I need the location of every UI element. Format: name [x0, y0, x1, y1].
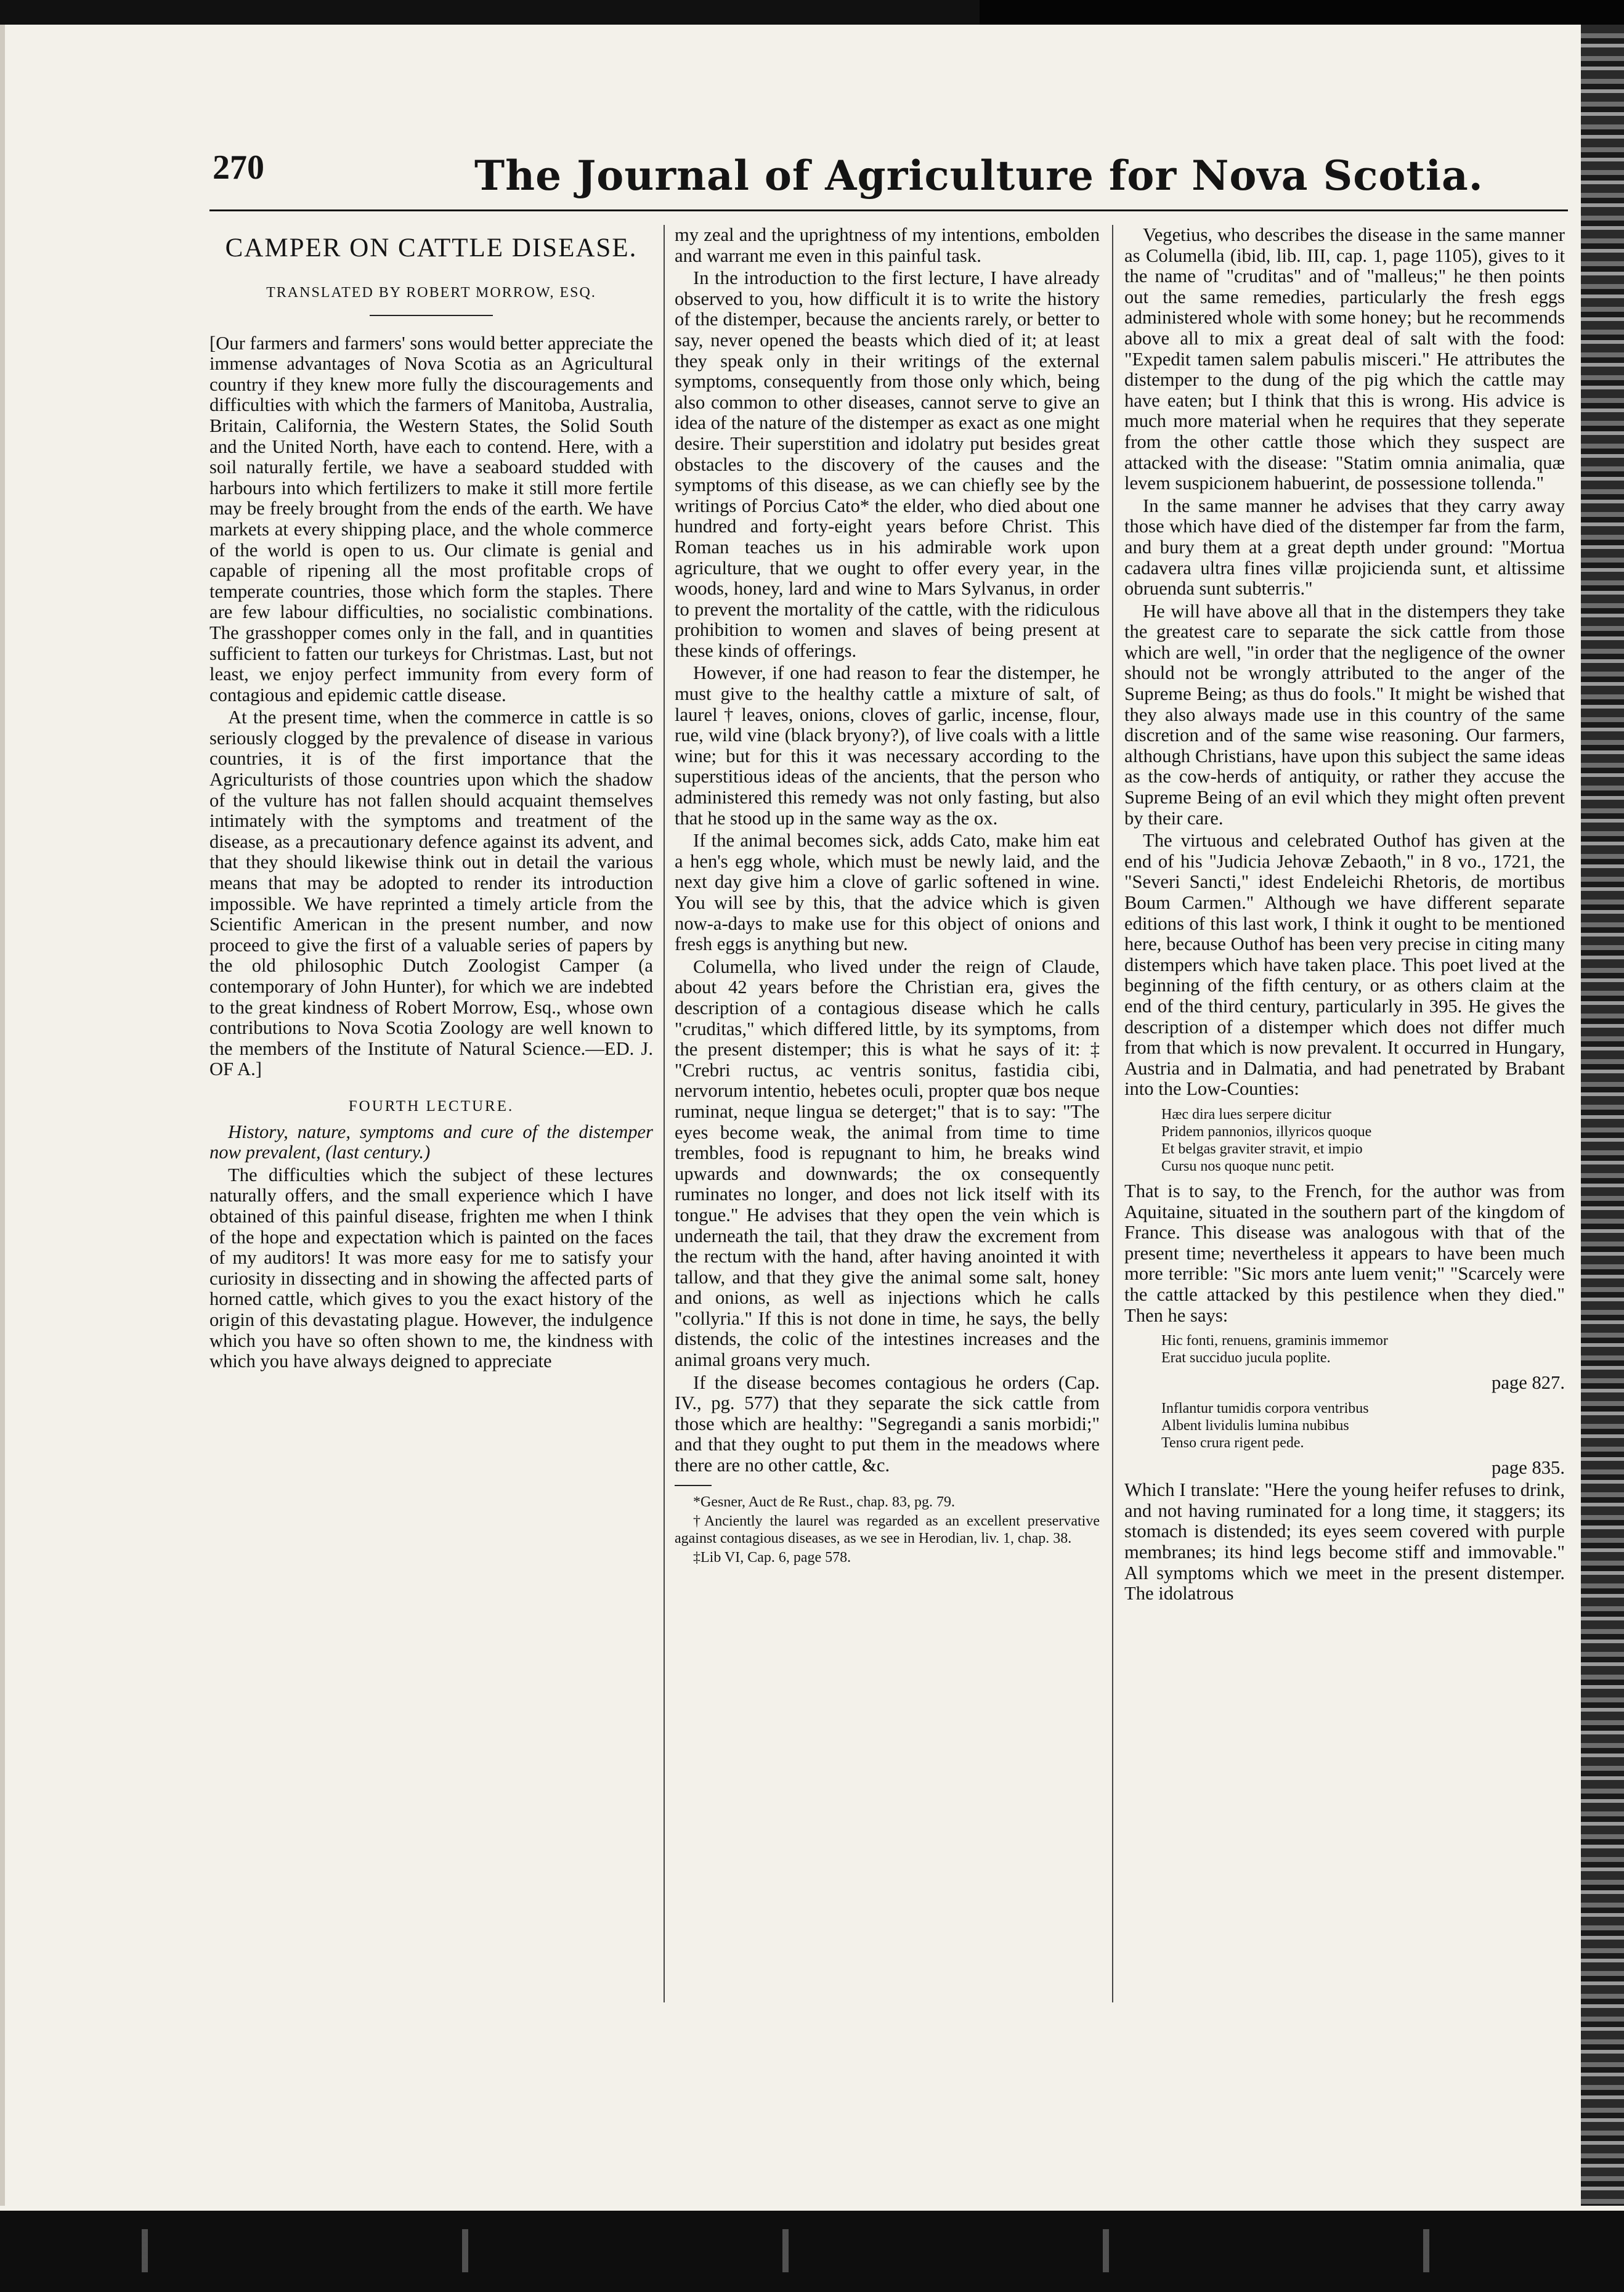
verse-line: Albent lividulis lumina nubibus: [1161, 1417, 1349, 1434]
article-byline: TRANSLATED BY ROBERT MORROW, ESQ.: [266, 285, 596, 301]
running-header: [213, 148, 1562, 216]
body-paragraph: Which I translate: "Here the young heifer refuses to drink, and not having ruminated for a long time, it staggers; its stomach is distended; its eyes seem covered with purple membranes; its hind legs become stiff and immovable." All symptoms which we meet in the present distemper. The idolatrous: [1124, 1479, 1565, 1604]
body-paragraph: my zeal and the uprightness of my intentions, embolden and warrant me even in this painful task.: [675, 224, 1100, 266]
column-divider: [664, 225, 665, 2002]
body-paragraph: If the animal becomes sick, adds Cato, make him eat a hen's egg whole, which must be newly laid, and the next day give him a clove of garlic softened in wine. You will see by this, that the advice which is given now-a-days to make use for this object of onions and fresh eggs is anything but new.: [675, 830, 1100, 955]
verse-line: Et belgas graviter stravit, et impio: [1161, 1140, 1363, 1157]
verse-line: Tenso crura rigent pede.: [1161, 1434, 1304, 1451]
title-rule: [370, 315, 493, 316]
footnote: ‡Lib VI, Cap. 6, page 578.: [693, 1549, 851, 1566]
verse-line: Cursu nos quoque nunc petit.: [1161, 1158, 1334, 1174]
verse-line: Hic fonti, renuens, graminis immemor: [1161, 1333, 1388, 1349]
latin-verse: [1161, 1106, 1565, 1175]
page-reference: page 827.: [1492, 1372, 1565, 1394]
journal-title: The Journal of Agriculture for Nova Scotia.: [474, 152, 1484, 200]
verse-line: Erat succiduo jucula poplite.: [1161, 1350, 1331, 1367]
body-paragraph: Vegetius, who describes the disease in the same manner as Columella (ibid, lib. III, cap. 1, page 1105), gives to it the name of "cruditas" and of "malleus;" he then points out the same remedies, particularly the fresh eggs administered whole with some honey; but he recommends above all to mix a great deal of salt with the food: "Expedit tamen salem pabulis misceri." He attributes the distemper to the dung of the pig which the cattle may have eaten; but I think that this is wrong. His advice is much more material when he requires that they seperate from the other cattle those which they suspect are attacked with the disease: "Statim omnia animalia, quæ levem suspicionem habuerint, de possessione tollenda.": [1124, 224, 1565, 494]
article-title: CAMPER ON CATTLE DISEASE.: [225, 234, 638, 262]
body-paragraph: If the disease becomes contagious he orders (Cap. IV., pg. 577) that they separate the sick cattle from those which are healthy: "Segregandi a sanis morbidi;" and that they ought to put them in the meadows where there are no other cattle, &c.: [675, 1372, 1100, 1476]
body-paragraph: In the same manner he advises that they carry away those which have died of the distemper far from the farm, and bury them at a great depth under ground: "Mortua cadavera ultra fines villæ projicienda sunt, et altissime obruenda sunt subterris.": [1124, 495, 1565, 599]
body-paragraph: He will have above all that in the distempers they take the greatest care to separate the sick cattle from those which are well, "in order that the negligence of the owner should not be wrongly attributed to the anger of the Supreme Being; as thus do fools." It might be wished that they also always made use in this country of the same discretion and of the same wise reasoning. Our farmers, although Christians, have upon this subject the same ideas as the cow-herds of antiquity, or rather they accuse the Supreme Being of an evil which they might often prevent by their care.: [1124, 600, 1565, 829]
lecture-heading: FOURTH LECTURE.: [348, 1097, 514, 1115]
column-divider: [1112, 225, 1113, 2002]
page-number: 270: [213, 148, 264, 187]
column-2: [675, 225, 1100, 1568]
column-1: [209, 225, 653, 1374]
header-rule: [209, 209, 1568, 211]
body-paragraph: The difficulties which the subject of these lectures naturally offers, and the small experience which I have obtained of this painful disease, frighten me when I think of the hope and expectation which is painted on the faces of my auditors! It was more easy for me to satisfy your curiosity in dissecting and in showing the affected parts of horned cattle, which gives to you the exact history of the origin of this devastating plague. However, the indulgence which you have so often shown to me, the kindness with which you have always deigned to appreciate: [209, 1164, 653, 1372]
page-reference: page 835.: [1492, 1457, 1565, 1478]
body-paragraph: Columella, who lived under the reign of Claude, about 42 years before the Christian era, gives the description of a contagious disease which he calls "cruditas," which differed little, by its symptoms, from the present distemper; this is what he says of it: ‡ "Crebri ructus, ac ventris sonitus, fastidia cibi, nervorum intentio, hebetes oculi, propter quæ bos neque ruminat, neque lingua se deterget;" that is to say: "The eyes become weak, the animal from time to time trembles, food is repugnant to him, he breaks wind upwards and downwards; the ox consequently ruminates no longer, and does not lick itself with its tongue." He advises that they open the vein which is underneath the tail, that they draw the excrement from the rectum with the hand, after having anointed it with tallow, and that they give the animal some salt, honey and onions, as well as injections which he calls "collyria." If this is not done in time, he says, the belly distends, the colic of the intestines increases and the animal groans very much.: [675, 956, 1100, 1371]
latin-verse: [1161, 1332, 1565, 1367]
body-paragraph: The virtuous and celebrated Outhof has given at the end of his "Judicia Jehovæ Zebaoth," in 8 vo., 1721, the "Severi Sancti," idest Endeleichi Rhetoris, de mortibus Boum Carmen." Although we have different separate editions of this last work, I think it ought to be mentioned here, because Outhof has been very precise in citing many distempers which have taken place. This poet lived at the beginning of the fifth century, or as others claim at the end of the third century, particularly in 395. He gives the description of a distemper which does not differ much from that which is now prevalent. It occurred in Hungary, Austria and in Dalmatia, and had penetrated by Brabant into the Low-Counties:: [1124, 830, 1565, 1100]
editor-intro: [Our farmers and farmers' sons would better appreciate the immense advantages of Nova Scotia as an Agricultural country if they knew more fully the discouragements and difficulties with which the farmers of Manitoba, Australia, Britain, California, the Western States, the Solid South and the United North, have each to contend. Here, with a soil naturally fertile, we have a seaboard studded with harbours into which fertilizers to make it still more fertile may be freely brought from the ends of the earth. We have markets at every shipping place, and the whole commerce of the world is open to us. Our climate is genial and capable of ripening all the most profitable crops of temperate countries, those which form the staples. There are few labour difficulties, no socialistic combinations. The grasshopper comes only in the fall, and in quantities sufficient to fatten our turkeys for Christmas. Last, but not least, we enjoy perfect immunity from every form of contagious and epidemic cattle disease.: [209, 332, 653, 705]
footnote-rule: [675, 1485, 712, 1486]
lecture-subtitle: History, nature, symptoms and cure of the distemper now prevalent, (last century.): [209, 1121, 653, 1163]
verse-line: Inflantur tumidis corpora ventribus: [1161, 1400, 1369, 1416]
editor-intro-continued: At the present time, when the commerce in cattle is so seriously clogged by the prevalence of disease in various countries, it is of the first importance that the Agriculturists of those countries upon which the shadow of the vulture has not fallen should acquaint themselves intimately with the symptoms and treatment of the disease, as a precautionary defence against its advent, and that they should likewise think out in detail the various means that may be adopted to render its introduction impossible. We have reprinted a timely article from the Scientific American in the present number, and now proceed to give the first of a valuable series of papers by the old philosophic Dutch Zoologist Camper (a contemporary of John Hunter), for which we are indebted to the great kindness of Robert Morrow, Esq., whose own contributions to Nova Scotia Zoology are well known to the members of the Institute of Natural Science.—ED. J. OF A.]: [209, 707, 653, 1080]
body-paragraph: However, if one had reason to fear the distemper, he must give to the healthy cattle a mixture of salt, of laurel † leaves, onions, cloves of garlic, incense, flour, rue, wild vine (black bryony?), of live coals with a little wine; but for this it was necessary according to the superstitious ideas of the ancients, that the person who administered this remedy was not only fasting, but also that he stood up in the same way as the ox.: [675, 662, 1100, 829]
latin-verse: [1161, 1400, 1565, 1452]
footnote: †Anciently the laurel was regarded as an excellent preservative against contagious diseases, as we see in Herodian, liv. 1, chap. 38.: [675, 1513, 1100, 1546]
body-paragraph: That is to say, to the French, for the author was from Aquitaine, situated in the southern part of the kingdom of France. This disease was analogous with that of the present time; nevertheless it appears to have been much more terrible: "Sic mors ante luem venit;" "Scarcely were the cattle attacked by this pestilence when they died." Then he says:: [1124, 1180, 1565, 1326]
verse-line: Pridem pannonios, illyricos quoque: [1161, 1123, 1372, 1140]
verse-line: Hæc dira lues serpere dicitur: [1161, 1106, 1331, 1123]
body-paragraph: In the introduction to the first lecture, I have already observed to you, how difficult it is to write the history of the distemper, because the ancients rarely, or better to say, never opened the beasts which died of it; at least they speak only in their writings of the external symptoms, consequently from those only which, being also common to other diseases, cannot serve to give an idea of the nature of the distemper as exact as one might desire. Their superstition and idolatry put besides great obstacles to the discovery of the causes and the symptoms of this disease, as we can chiefly see by the writings of Porcius Cato* the elder, who died about one hundred and forty-eight years before Christ. This Roman teaches us in his admirable work upon agriculture, that we ought to offer every year, in the woods, honey, lard and wine to Mars Sylvanus, in order to prevent the mortality of the cattle, with the ridiculous prohibition to women and slaves of being present at these kinds of offerings.: [675, 267, 1100, 661]
footnote: *Gesner, Auct de Re Rust., chap. 83, pg. 79.: [693, 1493, 955, 1510]
column-3: [1124, 225, 1565, 1606]
